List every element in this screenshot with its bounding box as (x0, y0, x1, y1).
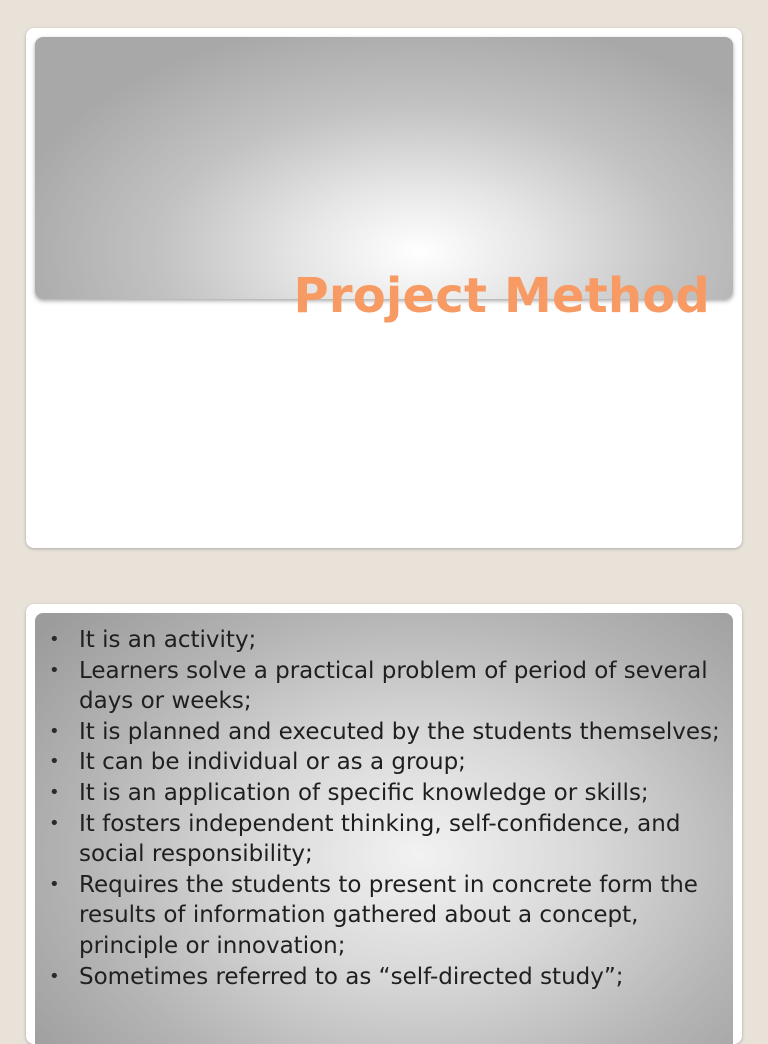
slide-1 (26, 28, 742, 548)
bullet-item (46, 747, 726, 778)
bullet-text: Learners solve a practical problem of period of several days or weeks; (79, 657, 708, 715)
bullet-dot-icon: • (49, 751, 60, 773)
bullet-text: Sometimes referred to as “self-directed study”; (79, 963, 624, 990)
bullet-item (46, 778, 726, 809)
slide-title: Project Method (293, 268, 710, 324)
title-banner (35, 37, 733, 299)
bullet-text: It is planned and executed by the students themselves; (79, 718, 720, 745)
bullet-item (46, 717, 726, 748)
bullet-text: It is an application of specific knowledge or skills; (79, 779, 649, 806)
bullet-item (46, 809, 726, 870)
content-panel (35, 613, 733, 1044)
bullet-text: Requires the students to present in concrete form the results of information gathered about a concept, principle or innovation; (79, 871, 698, 959)
bullet-list (46, 625, 726, 992)
bullet-item (46, 870, 726, 962)
bullet-dot-icon: • (49, 812, 60, 834)
bullet-text: It can be individual or as a group; (79, 749, 466, 776)
bullet-text: It is an activity; (79, 627, 257, 653)
bullet-dot-icon: • (49, 781, 60, 803)
bullet-item (46, 625, 726, 656)
slide-2 (26, 604, 742, 1044)
bullet-item (46, 962, 726, 993)
bullet-item (46, 656, 726, 717)
bullet-dot-icon: • (49, 629, 60, 650)
bullet-dot-icon: • (49, 659, 60, 681)
bullet-dot-icon: • (49, 965, 60, 987)
bullet-text: It fosters independent thinking, self-confidence, and social responsibility; (79, 810, 681, 868)
bullet-dot-icon: • (49, 720, 60, 742)
bullet-dot-icon: • (49, 873, 60, 895)
